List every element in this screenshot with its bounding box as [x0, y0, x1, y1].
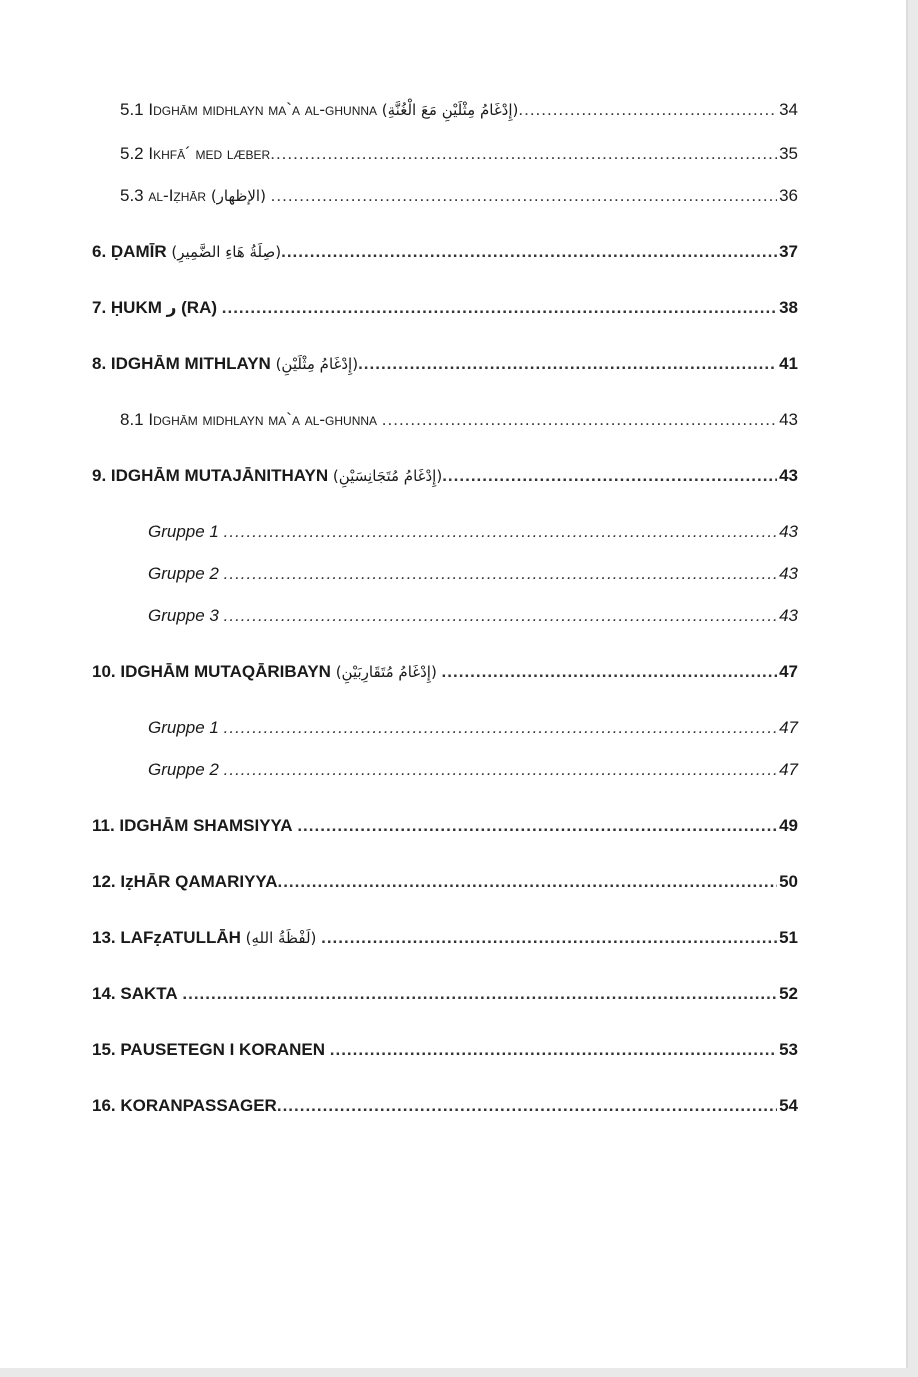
toc-page: 36: [779, 186, 798, 205]
dot-leader: [277, 872, 777, 892]
toc-entry[interactable]: [92, 928, 798, 952]
toc-title: 7. ḤUKM ر (RA): [92, 298, 218, 317]
toc-page: 51: [779, 928, 798, 947]
toc-page: 37: [779, 242, 798, 261]
toc-entry[interactable]: [120, 186, 798, 210]
toc-title: 13. LAFẓATULLĀH: [92, 928, 241, 947]
toc-entry[interactable]: [92, 872, 798, 896]
toc-title: 8. IDGHĀM MITHLAYN: [92, 354, 271, 373]
toc-entry[interactable]: [120, 144, 798, 168]
dot-leader: [321, 928, 777, 948]
toc-entry[interactable]: [92, 466, 798, 490]
toc-entry[interactable]: [120, 100, 798, 124]
toc-page: 49: [779, 816, 798, 835]
toc-page: 41: [779, 354, 798, 373]
toc-title: 14. SAKTA: [92, 984, 178, 1003]
toc-entry[interactable]: [148, 522, 798, 546]
toc-entry[interactable]: [148, 760, 798, 784]
dot-leader: [270, 144, 777, 164]
toc-title: 5.3 al-Iẓhār: [120, 186, 207, 205]
dot-leader: [297, 816, 777, 836]
toc-page: 43: [779, 606, 798, 625]
toc-entry[interactable]: [148, 606, 798, 630]
dot-leader: [224, 718, 777, 738]
dot-leader: [271, 186, 777, 206]
toc-arabic: (لَفْظَةُ اللهِ): [245, 929, 317, 947]
dot-leader: [330, 1040, 777, 1060]
dot-leader: [224, 760, 777, 780]
dot-leader: [518, 100, 777, 120]
toc-title: Gruppe 2: [148, 564, 219, 583]
toc-page: 43: [779, 466, 798, 485]
toc-entry[interactable]: [92, 662, 798, 686]
toc-title: 6. ḌAMĪR: [92, 242, 167, 261]
toc-title: Gruppe 2: [148, 760, 219, 779]
dot-leader: [442, 662, 778, 682]
toc-entry[interactable]: [92, 984, 798, 1008]
toc-page: 43: [779, 410, 798, 429]
toc-page: 35: [779, 144, 798, 163]
toc-entry[interactable]: [92, 816, 798, 840]
toc-arabic: (إِدْغَامُ مُتَقَارِبَيْنِ): [335, 663, 437, 681]
toc-page: 47: [779, 662, 798, 681]
toc-entry[interactable]: [92, 1040, 798, 1064]
toc-title: 5.2 Ikhfā´ med læber: [120, 144, 271, 163]
dot-leader: [358, 354, 777, 374]
dot-leader: [281, 242, 777, 262]
toc-page: 43: [779, 522, 798, 541]
toc-page: 38: [779, 298, 798, 317]
toc-page: 50: [779, 872, 798, 891]
dot-leader: [277, 1096, 777, 1116]
toc-page: 53: [779, 1040, 798, 1059]
toc-title: Gruppe 1: [148, 718, 219, 737]
dot-leader: [442, 466, 777, 486]
toc-entry[interactable]: [148, 564, 798, 588]
dot-leader: [224, 606, 777, 626]
toc-title: 12. IẓHĀR QAMARIYYA: [92, 872, 278, 891]
toc-title: Gruppe 3: [148, 606, 219, 625]
toc-page: 47: [779, 718, 798, 737]
toc-entry[interactable]: [92, 298, 798, 322]
toc-arabic: (إِدْغَامُ مِثْلَيْنِ مَعَ الْغُنَّةِ): [381, 101, 519, 119]
dot-leader: [224, 564, 777, 584]
toc-entry[interactable]: [120, 410, 798, 434]
toc-page: 34: [779, 100, 798, 119]
toc-title: 16. KORANPASSAGER: [92, 1096, 277, 1115]
toc-page: 47: [779, 760, 798, 779]
toc-entry[interactable]: [148, 718, 798, 742]
toc-title: 11. IDGHĀM SHAMSIYYA: [92, 816, 293, 835]
toc-arabic: (صِلَةُ هَاءِ الضَّمِيرِ): [171, 243, 282, 261]
toc-page: 54: [779, 1096, 798, 1115]
toc-title: 5.1 Idghām midhlayn ma`a al-ghunna: [120, 100, 378, 119]
toc-title: 10. IDGHĀM MUTAQĀRIBAYN: [92, 662, 331, 681]
dot-leader: [382, 410, 777, 430]
toc-entry[interactable]: [92, 1096, 798, 1120]
toc-entry[interactable]: [92, 354, 798, 378]
toc-page: 43: [779, 564, 798, 583]
toc-arabic: (إِدْغَامُ مِثْلَيْنِ): [275, 355, 359, 373]
dot-leader: [224, 522, 777, 542]
toc-arabic: (الإظهار): [210, 187, 266, 205]
toc-title: 9. IDGHĀM MUTAJĀNITHAYN: [92, 466, 329, 485]
toc-title: Gruppe 1: [148, 522, 219, 541]
toc-entry[interactable]: [92, 242, 798, 266]
dot-leader: [222, 298, 777, 318]
toc-title: 8.1 Idghām midhlayn ma`a al-ghunna: [120, 410, 378, 429]
toc-page: 52: [779, 984, 798, 1003]
toc-arabic: (إِدْغَامُ مُتَجَانِسَيْنِ): [332, 467, 443, 485]
dot-leader: [182, 984, 777, 1004]
toc-title: 15. PAUSETEGN I KORANEN: [92, 1040, 326, 1059]
